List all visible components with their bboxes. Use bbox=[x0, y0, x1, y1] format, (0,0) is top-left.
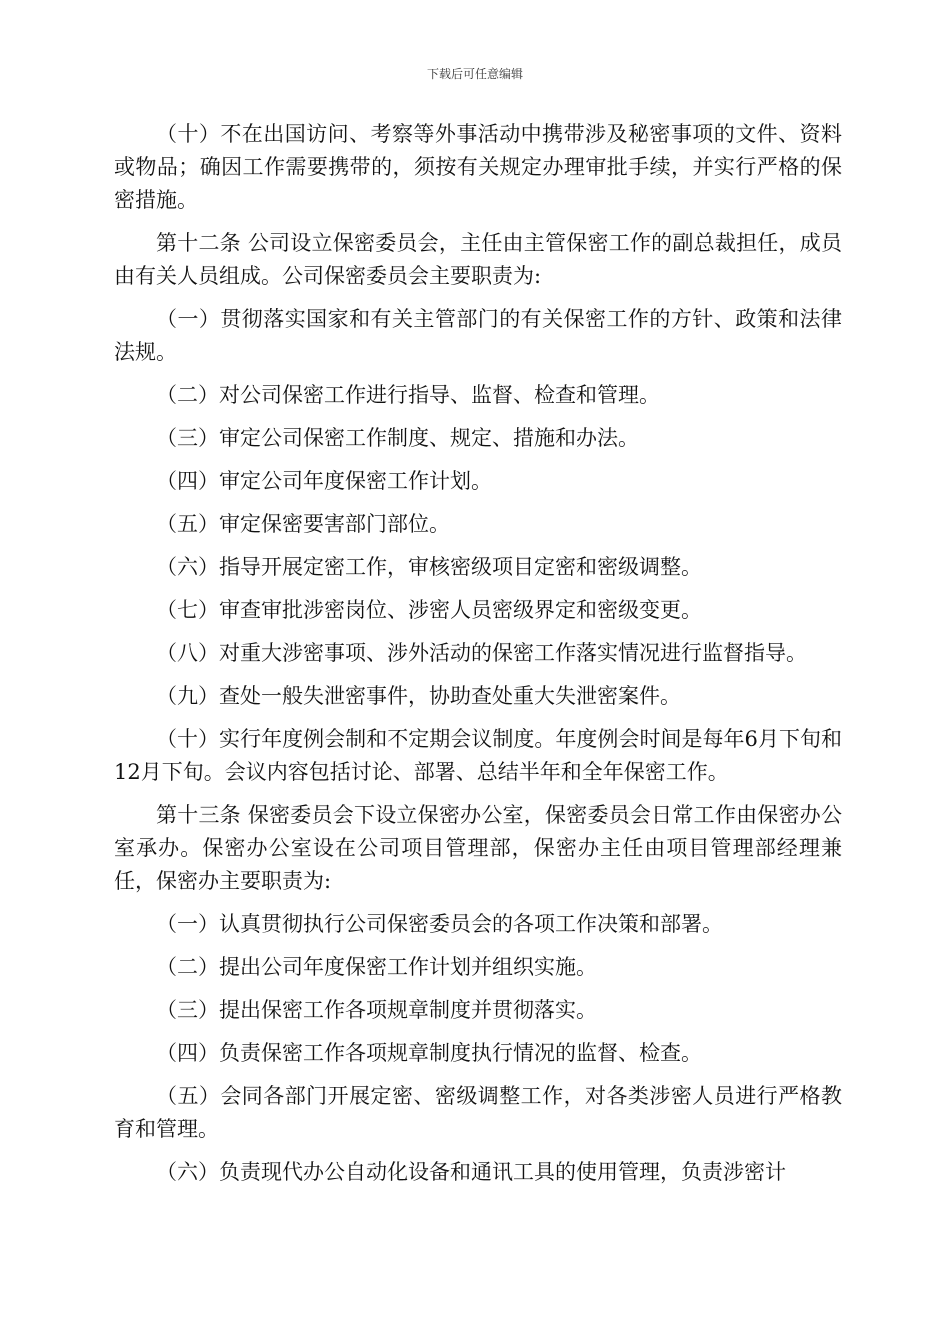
list-item: （一）贯彻落实国家和有关主管部门的有关保密工作的方针、政策和法律法规。 bbox=[114, 307, 842, 364]
document-body bbox=[114, 118, 842, 1199]
page-header-note: 下载后可任意编辑 bbox=[426, 67, 523, 81]
list-item: （二）提出公司年度保密工作计划并组织实施。 bbox=[156, 955, 597, 979]
list-item: （六）负责现代办公自动化设备和通讯工具的使用管理，负责涉密计 bbox=[156, 1160, 786, 1184]
article-12-heading: 第十二条 公司设立保密委员会，主任由主管保密工作的副总裁担任，成员由有关人员组成。公司保密委员会主要职责为: bbox=[114, 231, 842, 288]
list-item: （一）认真贯彻执行公司保密委员会的各项工作决策和部署。 bbox=[156, 912, 723, 936]
list-item: （三）提出保密工作各项规章制度并贯彻落实。 bbox=[156, 998, 597, 1022]
list-item: （四）审定公司年度保密工作计划。 bbox=[156, 469, 492, 493]
list-item: （八）对重大涉密事项、涉外活动的保密工作落实情况进行监督指导。 bbox=[156, 641, 807, 665]
list-item: （四）负责保密工作各项规章制度执行情况的监督、检查。 bbox=[156, 1041, 702, 1065]
article-13-heading: 第十三条 保密委员会下设立保密办公室，保密委员会日常工作由保密办公室承办。保密办公室设在公司项目管理部，保密办主任由项目管理部经理兼任，保密办主要职责为: bbox=[114, 803, 842, 893]
list-item: （九）查处一般失泄密事件，协助查处重大失泄密案件。 bbox=[156, 684, 681, 708]
list-item: （二）对公司保密工作进行指导、监督、检查和管理。 bbox=[156, 383, 660, 407]
list-item: （六）指导开展定密工作，审核密级项目定密和密级调整。 bbox=[156, 555, 702, 579]
list-item: （十）实行年度例会制和不定期会议制度。年度例会时间是每年6月下旬和12月下旬。会议内容包括讨论、部署、总结半年和全年保密工作。 bbox=[114, 727, 842, 784]
paragraph-item-10-foreign-affairs: （十）不在出国访问、考察等外事活动中携带涉及秘密事项的文件、资料或物品；确因工作需要携带的，须按有关规定办理审批手续，并实行严格的保密措施。 bbox=[114, 122, 842, 212]
list-item: （三）审定公司保密工作制度、规定、措施和办法。 bbox=[156, 426, 639, 450]
list-item: （五）审定保密要害部门部位。 bbox=[156, 512, 450, 536]
list-item: （七）审查审批涉密岗位、涉密人员密级界定和密级变更。 bbox=[156, 598, 702, 622]
list-item: （五）会同各部门开展定密、密级调整工作，对各类涉密人员进行严格教育和管理。 bbox=[114, 1084, 842, 1141]
